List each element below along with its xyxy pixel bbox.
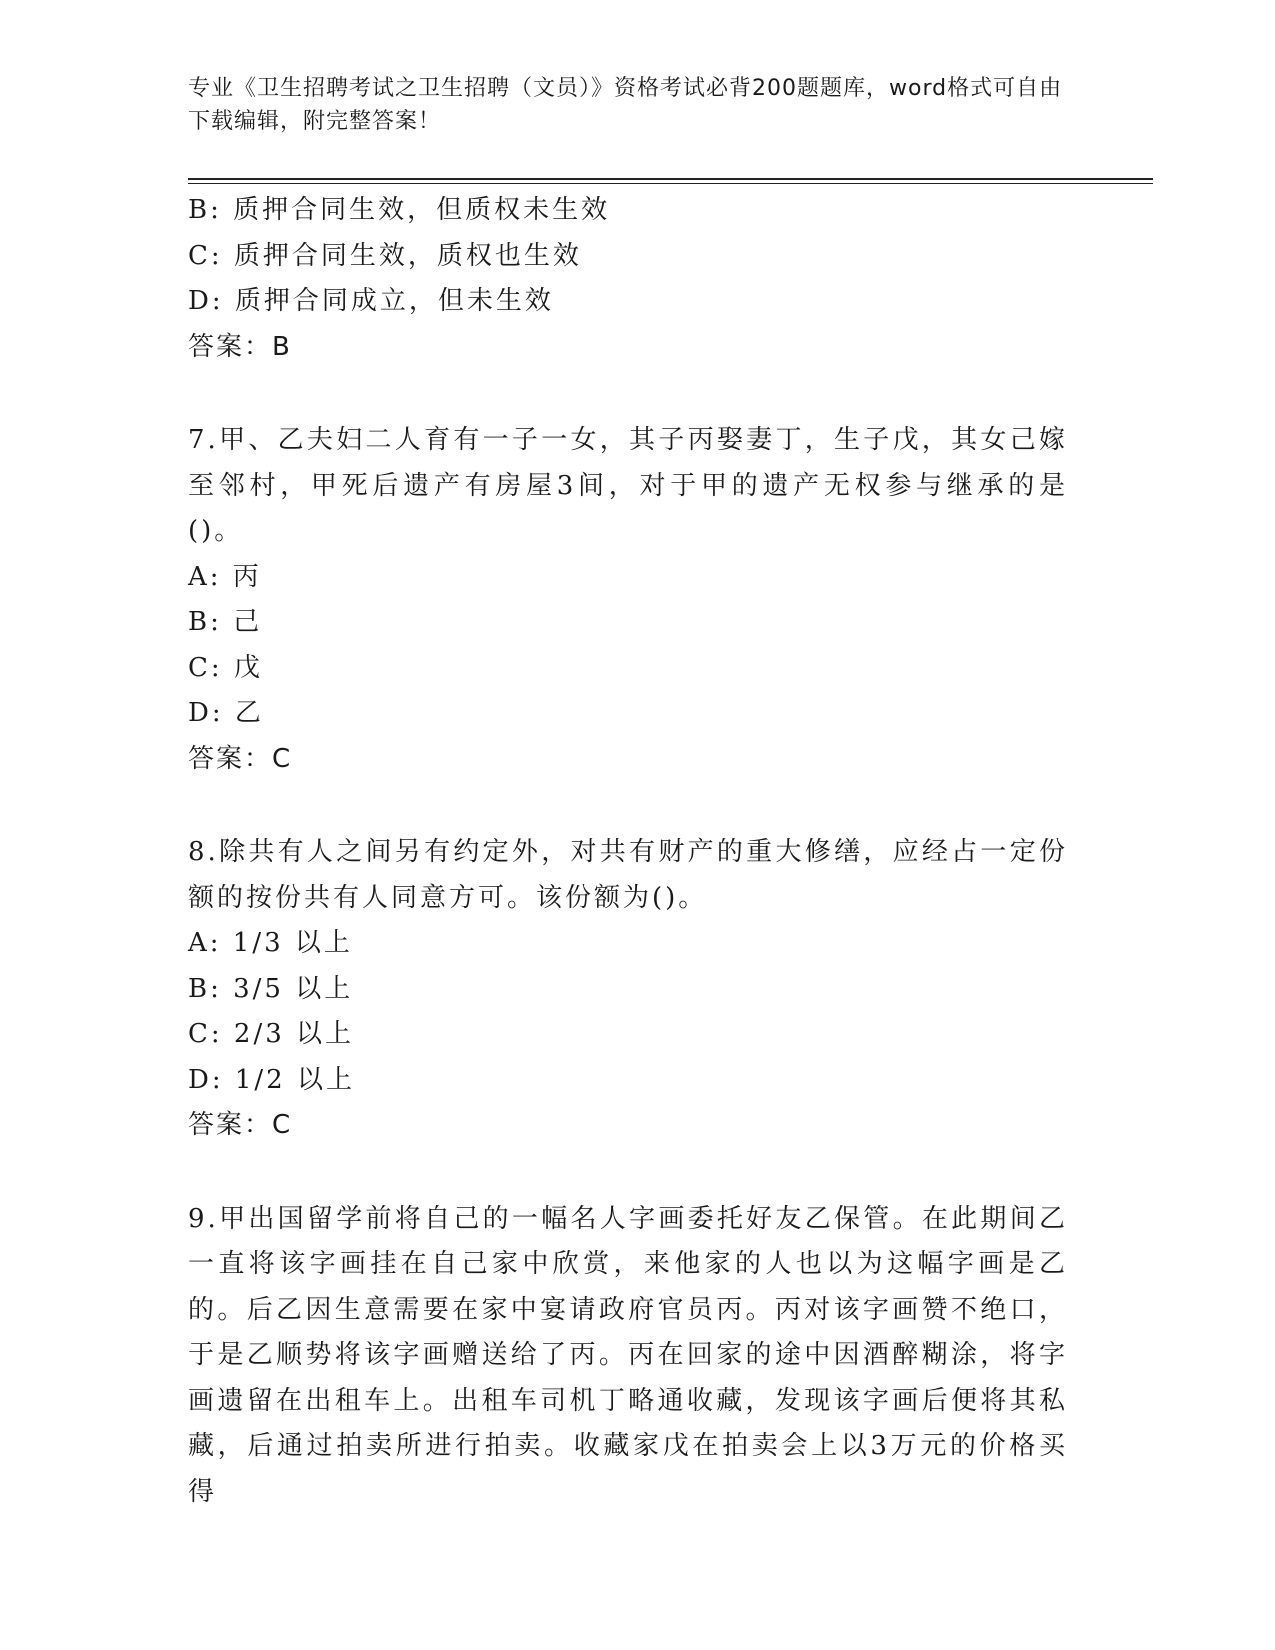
page-header-title: 专业《卫生招聘考试之卫生招聘（文员）》资格考试必背200题题库，word格式可自由下载编辑，附完整答案！ xyxy=(188,76,1063,134)
question-9-stem: 9.甲出国留学前将自己的一幅名人字画委托好友乙保管。在此期间乙一直将该字画挂在自己家中欣赏，来他家的人也以为这幅字画是乙的。后乙因生意需要在家中宴请政府官员丙。丙对该字画赞不绝口，于是乙顺势将该字画赠送给了丙。丙在回家的途中因酒醉糊涂，将字画遗留在出租车上。出租车司机丁略通收藏，发现该字画后便将其私藏，后通过拍卖所进行拍卖。收藏家戊在拍卖会上以3万元的价格买得 xyxy=(188,1203,1068,1507)
question-6-option-d: D: 质押合同成立，但未生效 xyxy=(188,286,554,316)
question-8 xyxy=(188,830,1068,1149)
question-7-option-c: C: 戊 xyxy=(188,652,263,683)
question-7 xyxy=(188,418,1068,782)
question-8-stem: 8.除共有人之间另有约定外，对共有财产的重大修缮，应经占一定份额的按份共有人同意方可。该份额为()。 xyxy=(188,837,1068,913)
question-7-option-b: B: 己 xyxy=(188,607,263,637)
question-8-answer: 答案：C xyxy=(188,1110,293,1140)
question-8-option-a: A: 1/3 以上 xyxy=(188,928,353,958)
question-content xyxy=(188,188,1068,1515)
spacer xyxy=(188,782,1068,830)
question-7-option-a: A: 丙 xyxy=(188,561,262,592)
spacer xyxy=(188,1149,1068,1197)
question-6-option-c: C: 质押合同生效，质权也生效 xyxy=(188,240,582,271)
question-6-answer: 答案：B xyxy=(188,331,292,362)
header-divider-thick xyxy=(188,178,1153,180)
question-6-option-b: B: 质押合同生效，但质权未生效 xyxy=(188,195,611,225)
question-9 xyxy=(188,1197,1068,1516)
spacer xyxy=(188,370,1068,418)
question-8-option-b: B: 3/5 以上 xyxy=(188,973,354,1004)
question-8-option-d: D: 1/2 以上 xyxy=(188,1064,355,1095)
header-divider-thin xyxy=(188,183,1153,184)
question-8-option-c: C: 2/3 以上 xyxy=(188,1019,355,1049)
question-7-stem: 7.甲、乙夫妇二人育有一子一女，其子丙娶妻丁，生子戊，其女己嫁至邻村，甲死后遗产有房屋3间，对于甲的遗产无权参与继承的是()。 xyxy=(188,425,1068,546)
question-7-option-d: D: 乙 xyxy=(188,698,264,728)
question-6 xyxy=(188,188,1068,370)
question-7-answer: 答案：C xyxy=(188,743,293,774)
